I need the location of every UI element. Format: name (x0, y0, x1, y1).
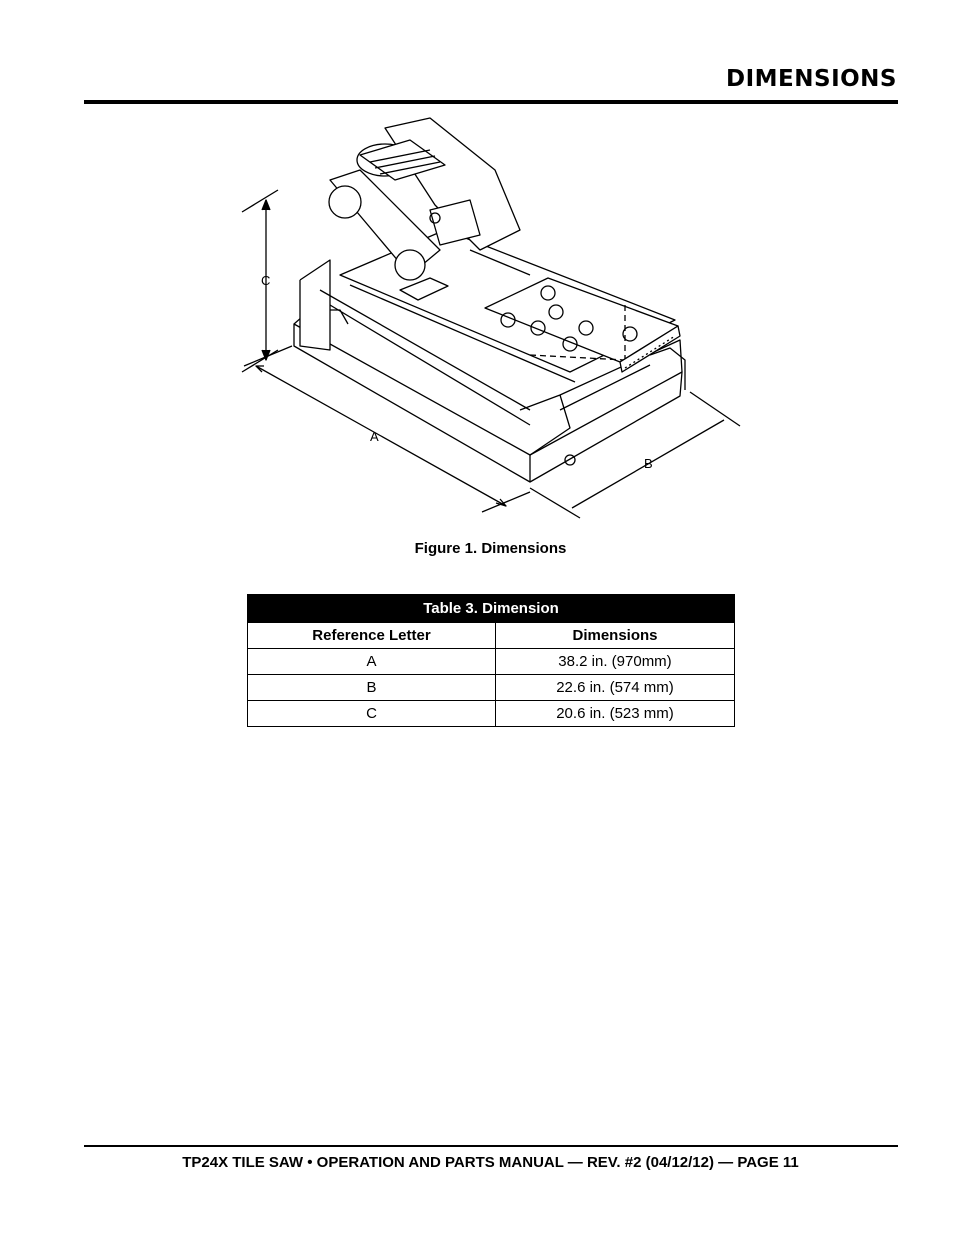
dimension-table (247, 594, 735, 727)
dimension-cell: 38.2 in. (970mm) (496, 649, 735, 675)
dimension-line-a (244, 346, 530, 512)
title-rule (84, 100, 898, 104)
page-title: DIMENSIONS (726, 66, 897, 92)
table-title-row (248, 595, 735, 623)
column-header-dimensions: Dimensions (496, 623, 735, 649)
table-title: Table 3. Dimension (248, 595, 735, 623)
table-row (248, 701, 735, 727)
dimension-label-a: A (370, 429, 379, 444)
table-row (248, 675, 735, 701)
figure-caption: Figure 1. Dimensions (414, 540, 567, 557)
column-header-reference-letter: Reference Letter (248, 623, 496, 649)
page-footer: TP24X TILE SAW • OPERATION AND PARTS MANUAL — REV. #2 (04/12/12) — PAGE 11 (182, 1154, 799, 1171)
dimension-label-c: C (261, 273, 271, 288)
table-header-row (248, 623, 735, 649)
dimension-line-c (242, 190, 278, 372)
dimension-cell: 20.6 in. (523 mm) (496, 701, 735, 727)
tile-saw-drawing (230, 110, 750, 530)
reference-letter-cell: C (248, 701, 496, 727)
tile-saw-figure (230, 110, 750, 530)
reference-letter-cell: A (248, 649, 496, 675)
dimension-label-b: B (644, 456, 653, 471)
reference-letter-cell: B (248, 675, 496, 701)
table-row (248, 649, 735, 675)
dimension-cell: 22.6 in. (574 mm) (496, 675, 735, 701)
footer-rule (84, 1145, 898, 1147)
